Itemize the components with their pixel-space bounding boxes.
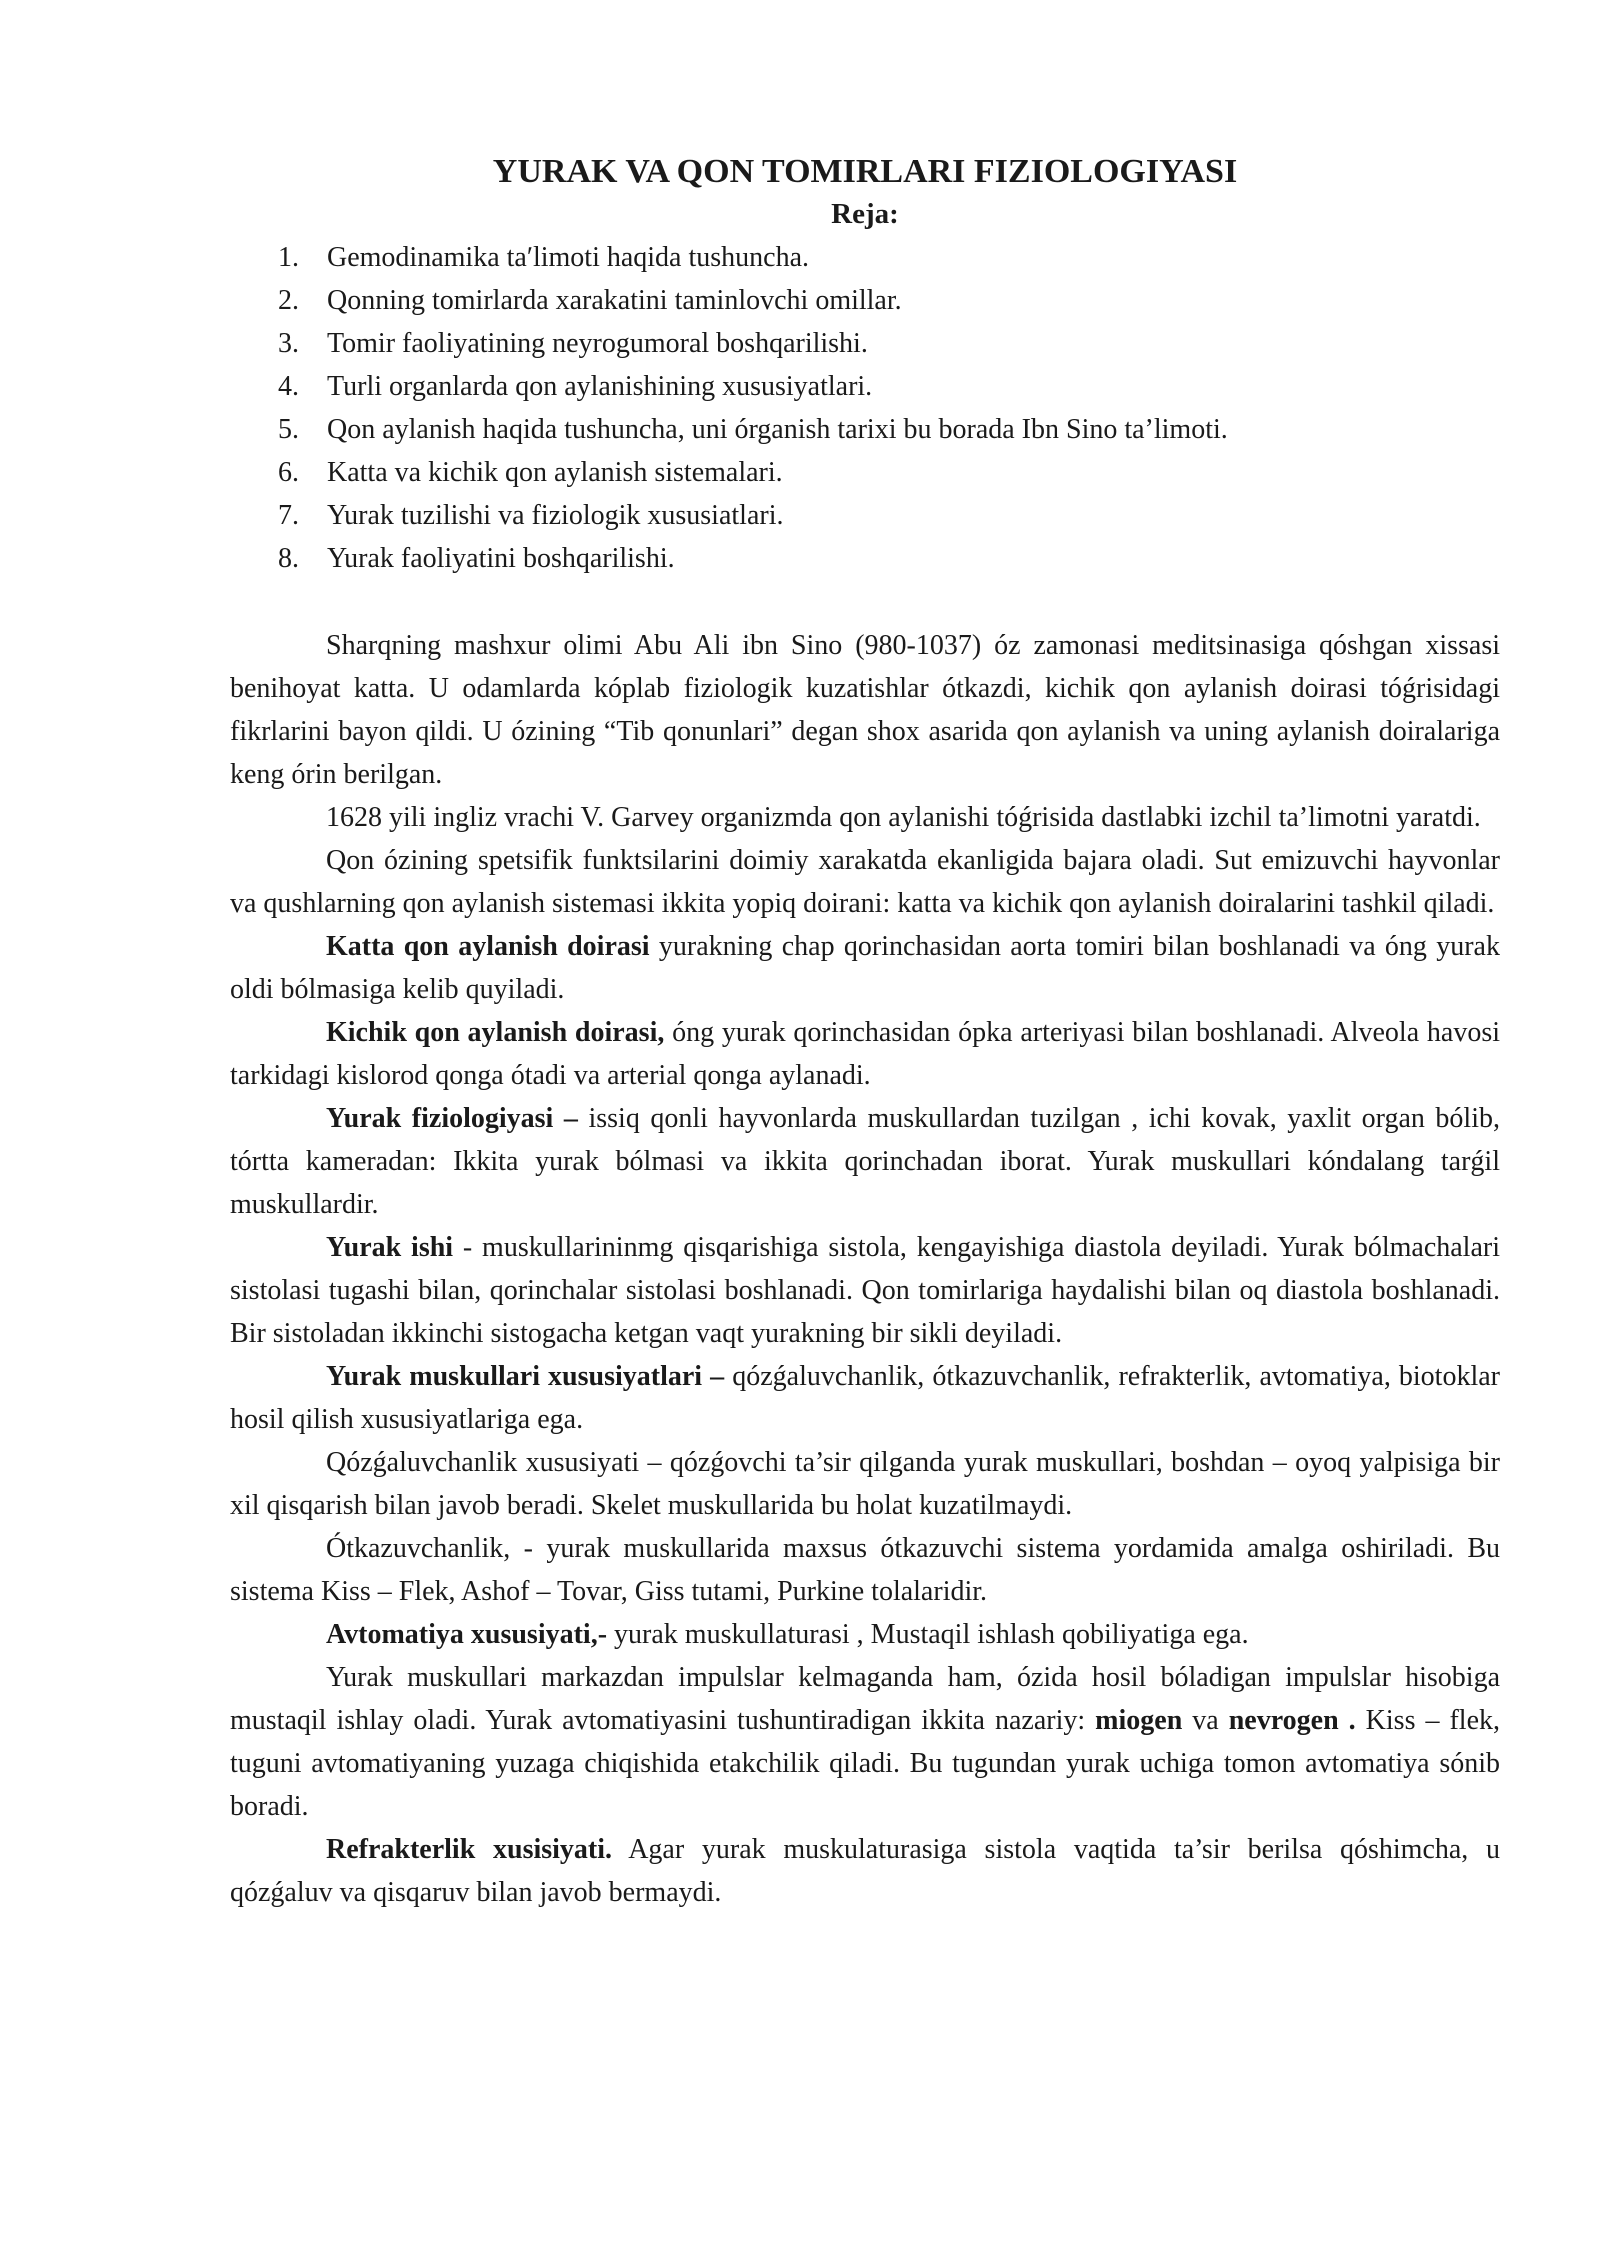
list-item: [230, 279, 1500, 322]
list-item: [230, 322, 1500, 365]
term-bold: Yurak fiziologiyasi –: [326, 1103, 578, 1134]
paragraph-garvey: 1628 yili ingliz vrachi V. Garvey organizmda qon aylanishi tóǵrisida dastlabki izchil ta’limotni yaratdi.: [326, 802, 1481, 833]
term-bold: Yurak muskullari xususiyatlari –: [326, 1361, 725, 1392]
list-item-text: Katta va kichik qon aylanish sistemalari.: [327, 457, 783, 488]
list-number: 3.: [278, 328, 299, 359]
paragraph-kichik-qon-aylanish: [230, 1011, 1500, 1097]
paragraph-avtomatiya: [230, 1613, 1500, 1656]
list-number: 4.: [278, 371, 299, 402]
list-number: 5.: [278, 414, 299, 445]
term-bold: Avtomatiya xususiyati,-: [326, 1619, 608, 1650]
list-number: 8.: [278, 543, 299, 574]
list-item-text: Qon aylanish haqida tushuncha, uni órganish tarixi bu borada Ibn Sino ta’limoti.: [327, 414, 1228, 445]
paragraph-ibn-sino: Sharqning mashxur olimi Abu Ali ibn Sino (980-1037) óz zamonasi meditsinasiga qóshgan xissasi benihoyat katta. U odamlarda kóplab fiziologik kuzatishlar ótkazdi, kichik qon aylanish doirasi tóǵrisidagi fikrlarini bayon qildi. U ózining “Tib qonunlari” degan shox asarida qon aylanish va uning aylanish doiralariga keng órin berilgan.: [230, 630, 1500, 790]
list-item-text: Tomir faoliyatining neyrogumoral boshqarilishi.: [327, 328, 868, 359]
list-number: 6.: [278, 457, 299, 488]
term-bold: nevrogen .: [1228, 1705, 1356, 1736]
paragraph-text: - muskullarininmg qisqarishiga sistola, kengayishiga diastola deyiladi. Yurak bólmachalari sistolasi tugashi bilan, qorinchalar sistolasi boshlanadi. Qon tomirlariga haydalishi bilan oq diastola boshlanadi. Bir sistoladan ikkinchi sistogacha ketgan vaqt yurakning bir sikli deyiladi.: [230, 1232, 1500, 1349]
list-number: 2.: [278, 285, 299, 316]
paragraph-otkazuvchanlik: Ótkazuvchanlik, - yurak muskullarida maxsus ótkazuvchi sistema yordamida amalga oshiriladi. Bu sistema Kiss – Flek, Ashof – Tovar, Giss tutami, Purkine tolalaridir.: [230, 1533, 1500, 1607]
term-bold: miogen: [1095, 1705, 1183, 1736]
paragraph-muskul-xususiyatlari: [230, 1355, 1500, 1441]
paragraph-text: yurak muskullaturasi , Mustaqil ishlash qobiliyatiga ega.: [607, 1619, 1249, 1650]
list-item-text: Yurak tuzilishi va fiziologik xususiatlari.: [327, 500, 784, 531]
paragraph-qon-funktsiyasi: Qon ózining spetsifik funktsilarini doimiy xarakatda ekanligida bajara oladi. Sut emizuvchi hayvonlar va qushlarning qon aylanish sistemasi ikkita yopiq doirani: katta va kichik qon aylanish doiralarini tashkil qiladi.: [230, 845, 1500, 919]
paragraph-katta-qon-aylanish: [230, 925, 1500, 1011]
paragraph-text: issiq qonli hayvonlarda muskullardan tuzilgan , ichi kovak, yaxlit organ bólib, tórtta kameradan: Ikkita yurak bólmasi va ikkita qorinchadan iborat. Yurak muskullari kóndalang tarǵil muskullardir.: [230, 1103, 1500, 1220]
paragraph-qozgaluvchanlik: Qózǵaluvchanlik xususiyati – qózǵovchi ta’sir qilganda yurak muskullari, boshdan – oyoq yalpisiga bir xil qisqarish bilan javob beradi. Skelet muskullarida bu holat kuzatilmaydi.: [230, 1447, 1500, 1521]
list-number: 7.: [278, 500, 299, 531]
page-title: YURAK VA QON TOMIRLARI FIZIOLOGIYASI: [492, 153, 1238, 190]
list-item: [230, 494, 1500, 537]
list-item: [230, 365, 1500, 408]
paragraph-text: qózǵaluvchanlik, ótkazuvchanlik, refrakterlik, avtomatiya, biotoklar hosil qilish xususiyatlariga ega.: [230, 1361, 1500, 1435]
plan-heading: Reja:: [831, 198, 899, 230]
paragraph-refrakterlik: [230, 1828, 1500, 1914]
term-bold: Yurak ishi: [326, 1232, 454, 1263]
paragraph-text: Kiss – flek, tuguni avtomatiyaning yuzaga chiqishida etakchilik qiladi. Bu tugundan yurak uchiga tomon avtomatiya sónib boradi.: [230, 1705, 1501, 1822]
paragraph-text: yurakning chap qorinchasidan aorta tomiri bilan boshlanadi va óng yurak oldi bólmasiga kelib quyiladi.: [230, 931, 1500, 1005]
list-item: [230, 537, 1500, 580]
paragraph-yurak-fiziologiyasi: [230, 1097, 1500, 1226]
paragraph-text: óng yurak qorinchasidan ópka arteriyasi bilan boshlanadi. Alveola havosi tarkidagi kislorod qonga ótadi va arterial qonga aylanadi.: [230, 1017, 1500, 1091]
list-number: 1.: [278, 242, 299, 273]
term-bold: Kichik qon aylanish doirasi,: [326, 1017, 665, 1048]
paragraph-text: va: [1182, 1705, 1229, 1736]
list-item: [230, 236, 1500, 279]
term-bold: Katta qon aylanish doirasi: [326, 931, 650, 962]
plan-list: [230, 236, 1500, 580]
list-item: [230, 451, 1500, 494]
list-item-text: Yurak faoliyatini boshqarilishi.: [327, 543, 675, 574]
paragraph-text: Agar yurak muskulaturasiga sistola vaqtida ta’sir berilsa qóshimcha, u qózǵaluv va qisqaruv bilan javob bermaydi.: [230, 1834, 1501, 1908]
paragraph-text: Yurak muskullari markazdan impulslar kelmaganda ham, ózida hosil bóladigan impulslar hisobiga mustaqil ishlay oladi. Yurak avtomatiyasini tushuntiradigan ikkita nazariy:: [230, 1662, 1500, 1736]
list-item-text: Turli organlarda qon aylanishining xususiyatlari.: [327, 371, 873, 402]
list-item-text: Gemodinamika taʹlimoti haqida tushuncha.: [327, 242, 810, 273]
list-item-text: Qonning tomirlarda xarakatini taminlovchi omillar.: [327, 285, 902, 316]
list-item: [230, 408, 1500, 451]
paragraph-avtomatiya-nazariya: [230, 1656, 1500, 1828]
paragraph-yurak-ishi: [230, 1226, 1500, 1355]
term-bold: Refrakterlik xusisiyati.: [326, 1834, 613, 1865]
